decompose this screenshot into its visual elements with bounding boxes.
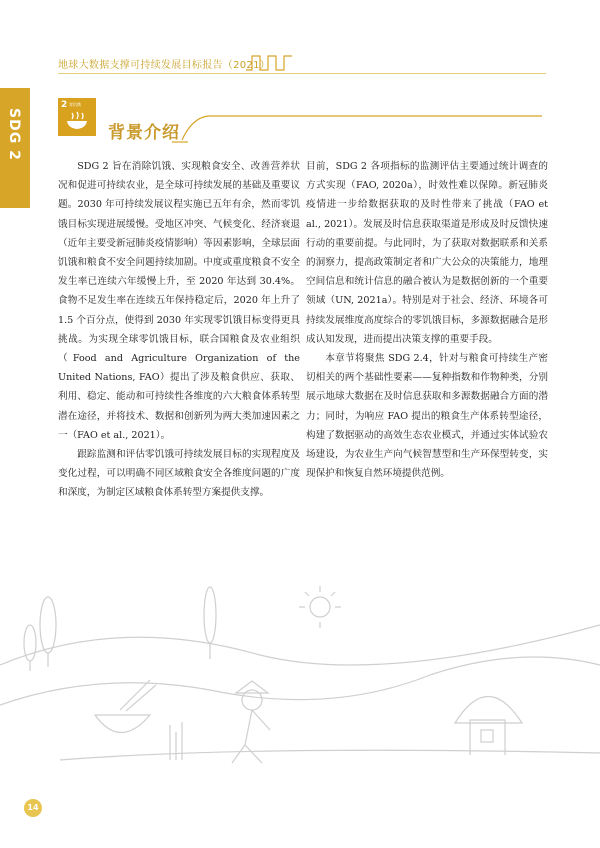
- sdg-icon-number: 2: [61, 100, 68, 110]
- right-column: [306, 157, 548, 483]
- side-tab-label: SDG 2: [6, 108, 22, 161]
- bowl-icon: [66, 111, 88, 131]
- title-decoration: [168, 112, 548, 146]
- report-header-title: 地球大数据支撑可持续发展目标报告（2021）: [58, 60, 271, 71]
- right-paragraph-2: 本章节将聚焦 SDG 2.4，针对与粮食可持续生产密切相关的两个基础性要素——复种指数和作物种类，分别展示地球大数据在及时信息获取和多源数据融合方面的潜力；同时，为响应 FAO 提出的粮食生产体系转型途径，构建了数据驱动的高效生态农业模式，并通过实体试验农场建设，为农业生产向气候智慧型和生产环保型转变，实现保护和恢复自然环境提供范例。: [306, 353, 548, 480]
- sdg-icon-label: 零饥饿: [69, 102, 81, 107]
- left-paragraph-1: SDG 2 旨在消除饥饿、实现粮食安全、改善营养状况和促进可持续农业，是全球可持续发展的基础及重要议题。2030 年可持续发展议程实施已五年有余，然而零饥饿目标实现进展缓慢。受地区冲突、气候变化、经济衰退（近年主要受新冠肺炎疫情影响）等因素影响，全球层面饥饿和粮食不安全问题持续加剧。中度或重度粮食不安全发生率已连续六年缓慢上升，至 2020 年达到 30.4%。食物不足发生率在连续五年保持稳定后，2020 年上升了 1.5 个百分点，使得到 2030 年实现零饥饿目标变得更具挑战。为实现全球零饥饿目标，联合国粮食及农业组织（Food and Agriculture Organization of the United Nations, FAO）提出了涉及粮食供应、获取、利用、稳定、能动和可持续性各维度的六大粮食体系转型潜在途径，并将技术、数据和创新列为两大类加速因素之一（FAO et al., 2021）。: [58, 161, 300, 441]
- landscape-illustration: [0, 585, 600, 785]
- right-paragraph-1: 目前，SDG 2 各项指标的监测评估主要通过统计调查的方式实现（FAO, 2020a），时效性难以保障。新冠肺炎疫情进一步给数据获取的及时性带来了挑战（FAO et al., 2021）。发展及时信息获取渠道是形成及时反馈快速行动的重要前提。与此同时，为了获取对数据联系和关系的洞察力，提高政策制定者和广大公众的决策能力，地理空间信息和统计信息的融合被认为是数据创新的一个重要领域（UN, 2021a）。特别是对于社会、经济、环境各可持续发展维度高度综合的零饥饿目标，多源数据融合是形成认知发现，进而提出决策支撑的重要手段。: [306, 161, 548, 345]
- header-rule: [58, 73, 546, 74]
- left-paragraph-2: 跟踪监测和评估零饥饿可持续发展目标的实现程度及变化过程，可以明确不同区域粮食安全各维度问题的广度和深度，为制定区域粮食体系转型方案提供支撑。: [58, 449, 300, 499]
- page-number: 14: [24, 799, 42, 817]
- side-tab: [0, 88, 30, 208]
- header-decoration: [246, 52, 298, 72]
- section-title: 背景介绍: [108, 123, 180, 143]
- left-column: [58, 157, 300, 503]
- sdg2-icon: [58, 98, 96, 136]
